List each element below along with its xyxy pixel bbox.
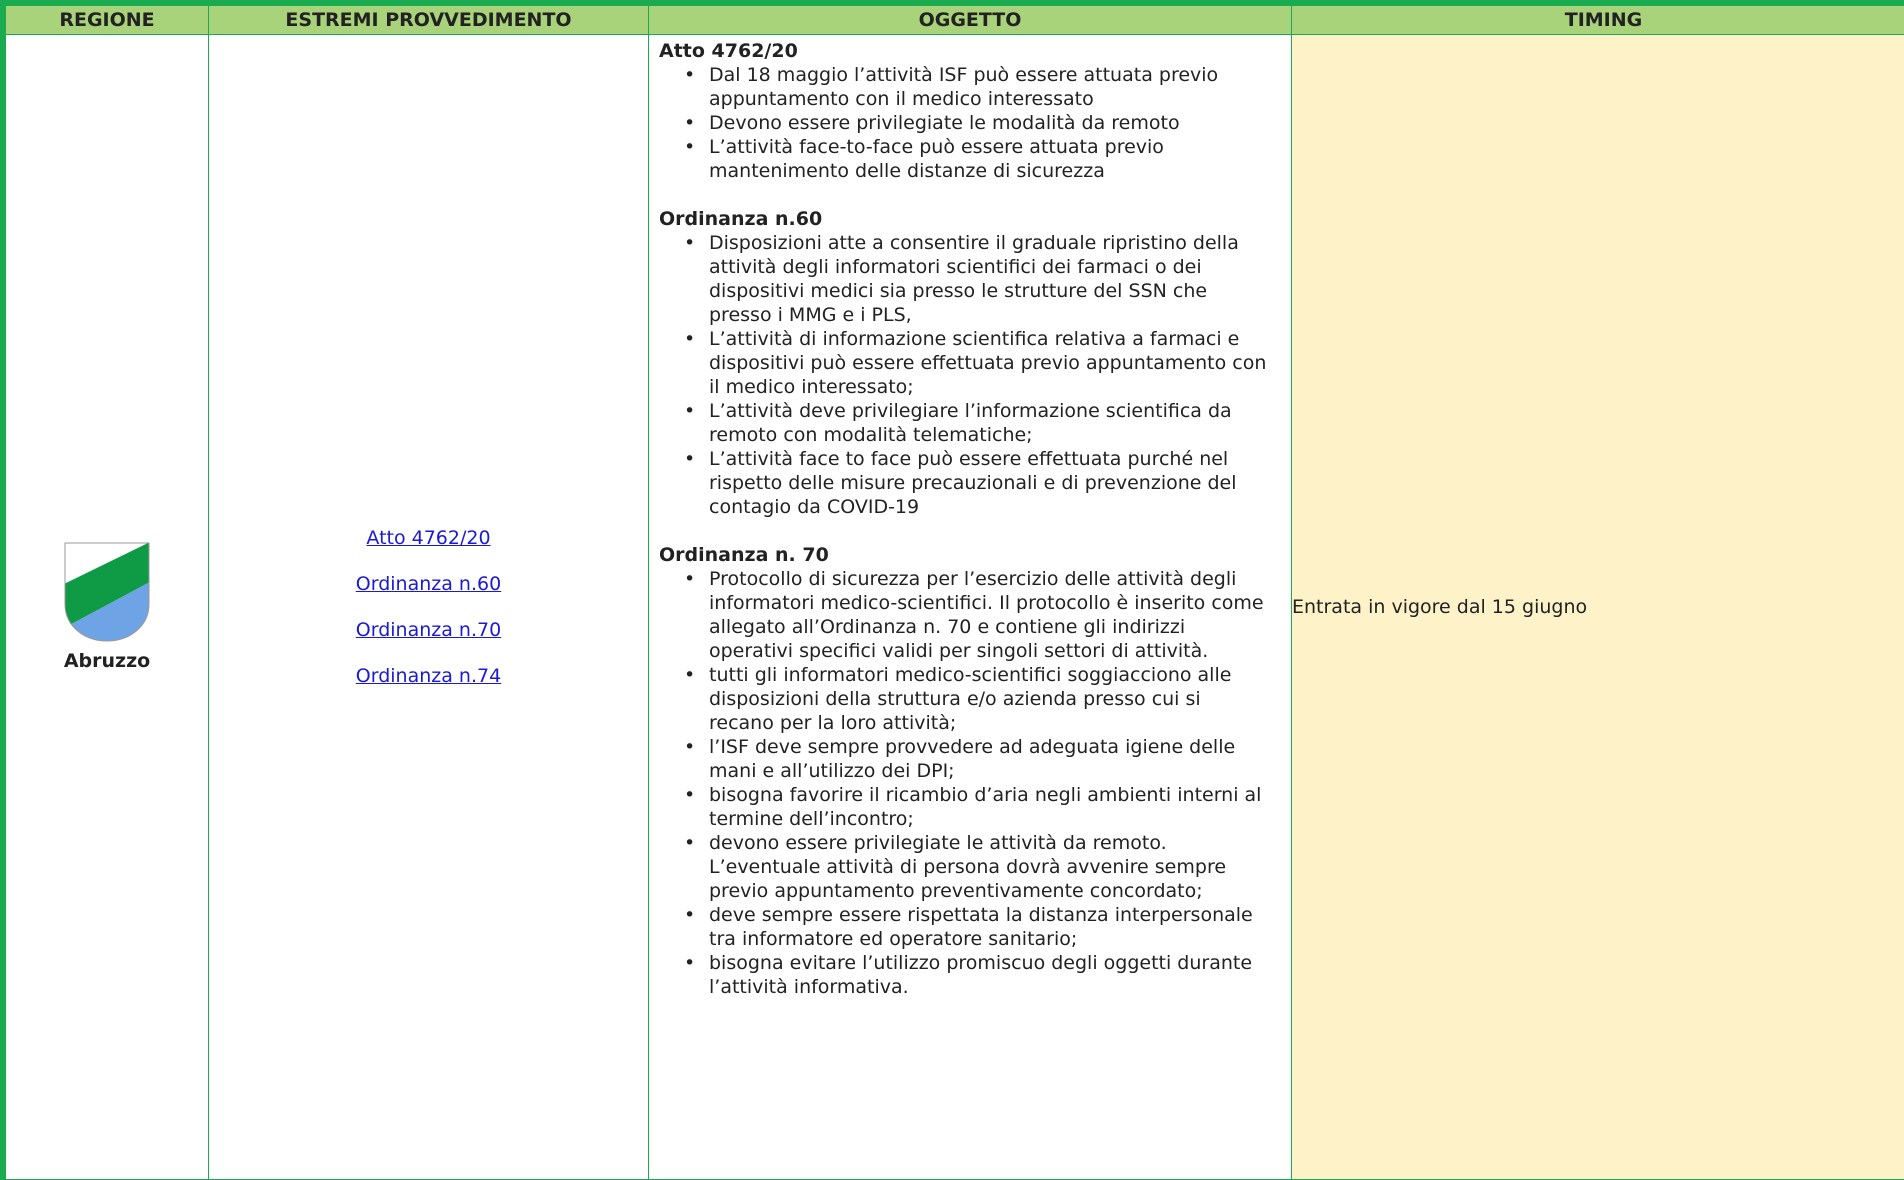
list-item: • Dal 18 maggio l’attività ISF può essere attuata previo appuntamento con il medico interessato (694, 63, 1269, 111)
table-row (6, 35, 1904, 1180)
link-atto-4762-20[interactable]: Atto 4762/20 (366, 527, 491, 549)
header-regione: REGIONE (6, 6, 209, 35)
list-item: • bisogna favorire il ricambio d’aria negli ambienti interni al termine dell’incontro; (694, 783, 1269, 831)
link-ordinanza-74[interactable]: Ordinanza n.74 (355, 665, 502, 687)
header-row (6, 6, 1904, 35)
header-estremi-provvedimento: ESTREMI PROVVEDIMENTO (209, 6, 649, 35)
references-cell (209, 35, 649, 1180)
timing-cell (1292, 35, 1904, 1180)
section-list-ordinanza-60 (659, 231, 1281, 519)
section-title-ordinanza-70: Ordinanza n. 70 (659, 544, 829, 566)
list-item: • bisogna evitare l’utilizzo promiscuo degli oggetti durante l’attività informativa. (694, 951, 1269, 999)
list-item: • Disposizioni atte a consentire il graduale ripristino della attività degli informatori scientifici dei farmaci o dei dispositivi medici sia presso le strutture del SSN che presso i MMG e i PLS, (694, 231, 1269, 327)
list-item: • deve sempre essere rispettata la distanza interpersonale tra informatore ed operatore sanitario; (694, 903, 1269, 951)
regions-table (5, 5, 1904, 1180)
list-item: • devono essere privilegiate le attività da remoto. L’eventuale attività di persona dovrà avvenire sempre previo appuntamento preventivamente concordato; (694, 831, 1269, 903)
section-list-atto (659, 63, 1281, 183)
list-item: • L’attività di informazione scientifica relativa a farmaci e dispositivi può essere effettuata previo appuntamento con il medico interessato; (694, 327, 1269, 399)
header-timing: TIMING (1292, 6, 1904, 35)
link-ordinanza-60[interactable]: Ordinanza n.60 (355, 573, 502, 595)
list-item: • L’attività deve privilegiare l’informazione scientifica da remoto con modalità telematiche; (694, 399, 1269, 447)
header-oggetto: OGGETTO (649, 6, 1292, 35)
section-title-atto: Atto 4762/20 (659, 40, 798, 62)
region-cell (6, 35, 209, 1180)
list-item: • L’attività face to face può essere effettuata purché nel rispetto delle misure precauzionali e di prevenzione del contagio da COVID-19 (694, 447, 1269, 519)
section-title-ordinanza-60: Ordinanza n.60 (659, 208, 823, 230)
abruzzo-crest-icon (64, 542, 150, 642)
region-name: Abruzzo (63, 650, 151, 672)
list-item: • l’ISF deve sempre provvedere ad adeguata igiene delle mani e all’utilizzo dei DPI; (694, 735, 1269, 783)
list-item: • Devono essere privilegiate le modalità da remoto (694, 111, 1269, 135)
list-item: • tutti gli informatori medico-scientifici soggiacciono alle disposizioni della struttura e/o azienda presso cui si recano per la loro attività; (694, 663, 1269, 735)
timing-text: Entrata in vigore dal 15 giugno (1292, 596, 1588, 618)
list-item: • Protocollo di sicurezza per l’esercizio delle attività degli informatori medico-scientifici. Il protocollo è inserito come allegato all’Ordinanza n. 70 e contiene gli indirizzi operativi specifici validi per singoli settori di attività. (694, 567, 1269, 663)
link-ordinanza-70[interactable]: Ordinanza n.70 (355, 619, 502, 641)
oggetto-cell (649, 35, 1292, 1180)
list-item: • L’attività face-to-face può essere attuata previo mantenimento delle distanze di sicurezza (694, 135, 1269, 183)
section-list-ordinanza-70 (659, 567, 1281, 999)
